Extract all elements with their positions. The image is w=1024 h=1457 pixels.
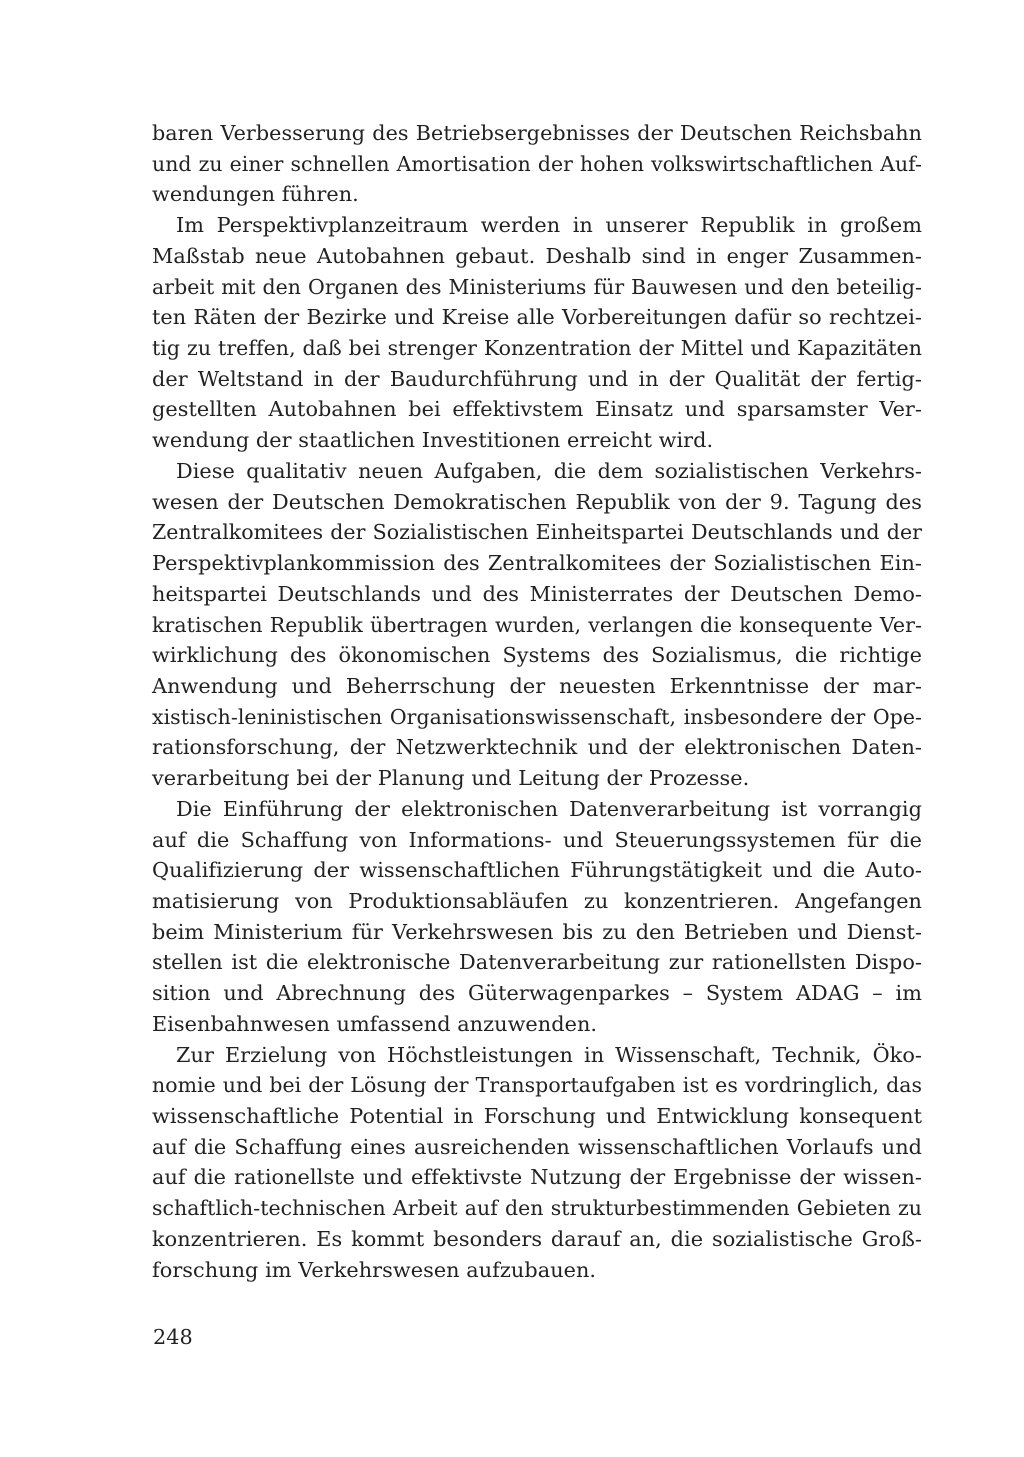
body-text	[152, 118, 922, 1285]
text-line: Im Perspektivplanzeitraum werden in unserer Republik in großem	[176, 213, 922, 238]
text-line: sition und Abrechnung des Güterwagenparkes – System ADAG – im	[152, 981, 922, 1006]
text-line: auf die Schaffung eines ausreichenden wissenschaftlichen Vorlaufs und	[152, 1134, 922, 1159]
text-line: xistisch-leninistischen Organisationswissenschaft, insbesondere der Ope-	[152, 704, 922, 729]
text-line: wendungen führen.	[152, 182, 359, 207]
text-line: schaftlich-technischen Arbeit auf den strukturbestimmenden Gebieten zu	[152, 1196, 922, 1221]
text-line: beim Ministerium für Verkehrswesen bis zu den Betrieben und Dienst-	[152, 919, 922, 944]
text-line: Zur Erzielung von Höchstleistungen in Wissenschaft, Technik, Öko-	[176, 1042, 922, 1067]
text-line: stellen ist die elektronische Datenverarbeitung zur rationellsten Dispo-	[152, 950, 922, 975]
text-line: forschung im Verkehrswesen aufzubauen.	[152, 1257, 597, 1282]
text-line: wendung der staatlichen Investitionen erreicht wird.	[152, 428, 714, 453]
text-line: Anwendung und Beherrschung der neuesten Erkenntnisse der mar-	[152, 673, 922, 698]
text-line: Perspektivplankommission des Zentralkomitees der Sozialistischen Ein-	[152, 551, 922, 576]
text-line: und zu einer schnellen Amortisation der hohen volkswirtschaftlichen Auf-	[152, 151, 922, 176]
text-line: nomie und bei der Lösung der Transportaufgaben ist es vordringlich, das	[152, 1073, 922, 1098]
text-line: Qualifizierung der wissenschaftlichen Führungstätigkeit und die Auto-	[152, 858, 922, 883]
text-line: matisierung von Produktionsabläufen zu konzentrieren. Angefangen	[152, 888, 922, 913]
text-line: konzentrieren. Es kommt besonders darauf an, die sozialistische Groß-	[152, 1226, 922, 1251]
text-line: tig zu treffen, daß bei strenger Konzentration der Mittel und Kapazitäten	[152, 336, 922, 361]
text-line: der Weltstand in der Baudurchführung und in der Qualität der fertig-	[152, 366, 922, 391]
text-line: auf die rationellste und effektivste Nutzung der Ergebnisse der wissen-	[152, 1165, 922, 1190]
text-line: ten Räten der Bezirke und Kreise alle Vorbereitungen dafür so rechtzei-	[152, 305, 922, 330]
text-line: wirklichung des ökonomischen Systems des Sozialismus, die richtige	[152, 643, 922, 668]
text-line: kratischen Republik übertragen wurden, verlangen die konsequente Ver-	[152, 612, 922, 637]
text-line: heitspartei Deutschlands und des Ministerrates der Deutschen Demo-	[152, 581, 922, 606]
text-line: gestellten Autobahnen bei effektivstem Einsatz und sparsamster Ver-	[152, 397, 922, 422]
text-line: auf die Schaffung von Informations- und Steuerungssystemen für die	[152, 827, 922, 852]
text-line: Zentralkomitees der Sozialistischen Einheitspartei Deutschlands und der	[152, 520, 922, 545]
text-line: Eisenbahnwesen umfassend anzuwenden.	[152, 1011, 598, 1036]
text-line: Die Einführung der elektronischen Datenverarbeitung ist vorrangig	[176, 796, 922, 821]
text-line: arbeit mit den Organen des Ministeriums für Bauwesen und den beteilig-	[152, 274, 922, 299]
page-number: 248	[153, 1325, 193, 1349]
text-line: baren Verbesserung des Betriebsergebnisses der Deutschen Reichsbahn	[152, 121, 922, 145]
text-line: Diese qualitativ neuen Aufgaben, die dem sozialistischen Verkehrs-	[176, 458, 922, 483]
text-line: wissenschaftliche Potential in Forschung und Entwicklung konsequent	[152, 1104, 922, 1128]
text-line: verarbeitung bei der Planung und Leitung der Prozesse.	[152, 766, 750, 791]
text-line: wesen der Deutschen Demokratischen Republik von der 9. Tagung des	[152, 489, 922, 514]
text-line: rationsforschung, der Netzwerktechnik und der elektronischen Daten-	[152, 735, 922, 760]
text-line: Maßstab neue Autobahnen gebaut. Deshalb sind in enger Zusammen-	[152, 243, 922, 268]
